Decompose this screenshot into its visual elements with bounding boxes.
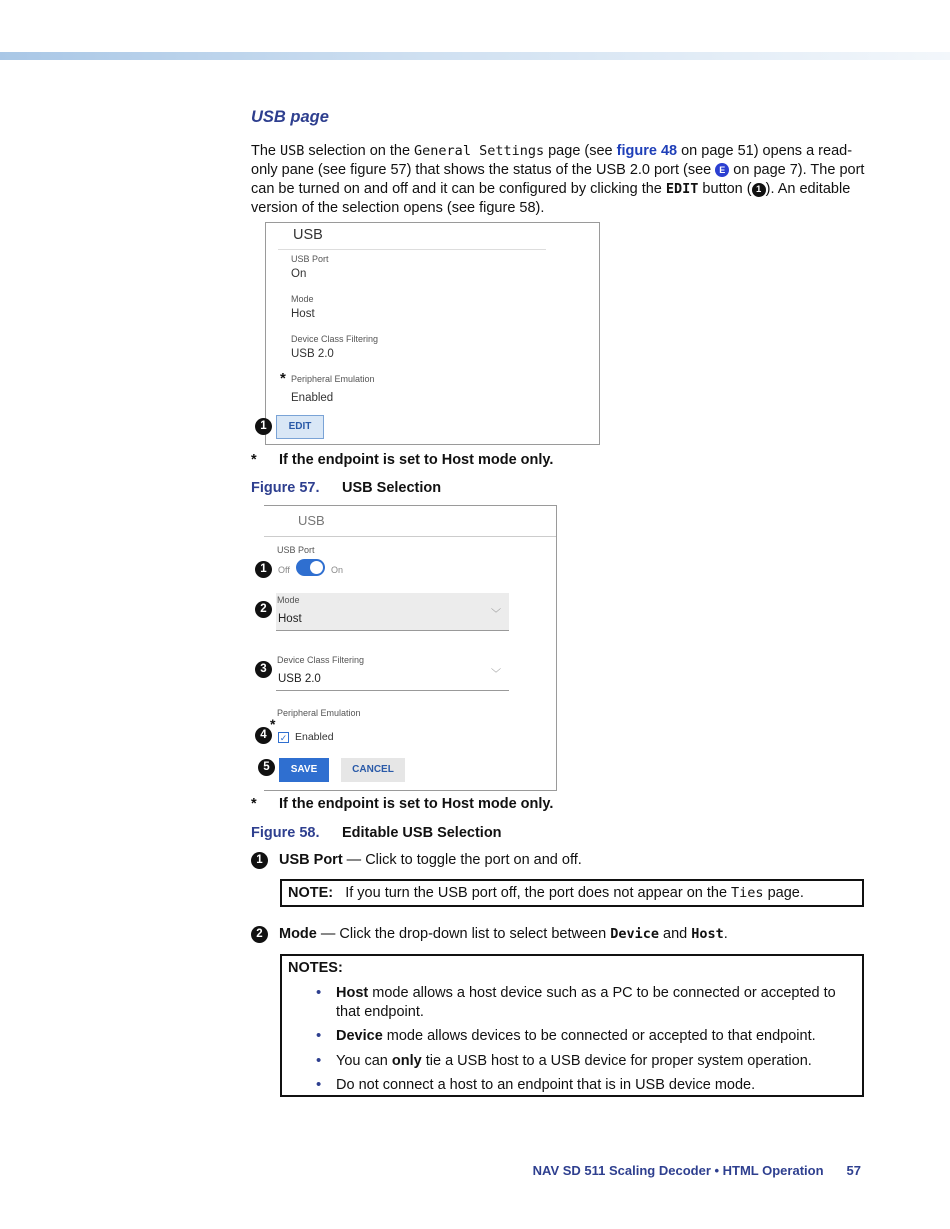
peripheral-emulation-value: Enabled [291,392,334,404]
callout-1: 1 [255,561,272,578]
item-1-text: — Click to toggle the port on and off. [342,852,582,868]
asterisk: * [280,370,286,387]
figure-58-caption: Editable USB Selection [342,825,502,841]
notes-bullet-4 [288,1076,856,1095]
footnote-text: If the endpoint is set to Host mode only. [279,796,554,812]
usb-port-label: USB Port [277,545,315,555]
bold-only: only [391,1052,422,1069]
enabled-label: Enabled [295,731,334,743]
notes-label: NOTES: [288,960,343,976]
item-2-description [279,925,728,944]
callout-1-badge: 1 [752,183,766,197]
intro-text: on page 51) opens a read-only pane (see figure 57) that shows the status of the USB 2.0 port (see [251,143,853,178]
toggle-off-label: Off [278,565,290,575]
device-class-filtering-label: Device Class Filtering [277,655,365,665]
item-1-number: 1 [251,852,268,869]
intro-text: on page 7). The port can be turned on and off and it can be configured by clicking the [251,162,865,197]
divider [278,249,546,250]
chevron-down-icon: ﹀ [491,669,501,680]
callout-4: 4 [255,727,272,744]
intro-code-usb: USB [280,143,305,159]
toggle-knob [310,561,323,574]
note-code-ties: Ties [731,885,764,901]
page-number: 57 [846,1163,861,1178]
callout-3: 3 [255,661,272,678]
mode-value: Host [291,308,315,320]
note-text: If you turn the USB port off, the port does not appear on the [345,885,732,901]
header-gradient-bar [0,52,950,60]
mode-label: Mode [291,294,314,304]
item-1-title: USB Port [279,852,343,868]
note-box [280,879,864,907]
code-host: Host [691,926,724,942]
device-class-filtering-value: USB 2.0 [278,673,321,685]
intro-text: selection on the [304,143,415,159]
bold-device: Device [336,1028,383,1044]
usb-port-label: USB Port [291,254,329,264]
figure-58-number: Figure 58. [251,825,320,841]
item-1-description [279,851,582,870]
notes-bullet-3 [288,1052,856,1071]
footnote-asterisk: * [251,452,257,468]
usb-pane-title: USB [293,227,323,243]
peripheral-emulation-label: Peripheral Emulation [291,374,375,384]
item-2-number: 2 [251,926,268,943]
chevron-down-icon: ﹀ [491,609,501,620]
mode-label: Mode [277,595,300,605]
usb-port-toggle[interactable] [296,559,325,576]
intro-code-general-settings: General Settings [414,143,545,159]
notes-box [280,954,864,1097]
mode-dropdown[interactable] [276,593,509,631]
callout-5: 5 [258,759,275,776]
mode-value: Host [278,613,302,625]
intro-code-edit: EDIT [665,181,699,197]
bullet-text: tie a USB host to a USB device for proper system operation. [421,1052,812,1069]
callout-1: 1 [255,418,272,435]
figure-57-number: Figure 57. [251,480,320,496]
bullet-text: Do not connect a host to an endpoint that is in USB device mode. [336,1077,756,1093]
toggle-on-label: On [331,565,344,575]
asterisk: * [270,716,276,732]
code-device: Device [610,926,659,942]
callout-2: 2 [255,601,272,618]
usb-pane-title: USB [298,513,325,528]
intro-paragraph [251,142,871,218]
figure-57-usb-readonly [265,222,600,445]
intro-text: ). An editable version of the selection opens (see figure 58). [251,181,851,216]
section-title: USB page [251,108,329,126]
enabled-checkbox[interactable]: ✓ [279,733,288,743]
figure-58-usb-editable [264,505,557,791]
item-2-title: Mode [279,926,317,942]
save-button[interactable]: SAVE [279,758,329,782]
item-2-text: . [723,926,728,942]
usb-port-value: On [291,268,307,280]
device-class-filtering-value: USB 2.0 [291,348,334,360]
figure-57-caption: USB Selection [342,480,442,496]
bullet-text: You can [336,1052,392,1069]
figure-48-link[interactable]: figure 48 [616,143,678,159]
item-2-text: and [659,926,692,942]
note-label: NOTE: [288,885,334,901]
intro-text: page (see [544,143,617,159]
divider [264,536,556,537]
footer-title: NAV SD 511 Scaling Decoder • HTML Operation [532,1163,824,1178]
footnote-text: If the endpoint is set to Host mode only. [279,452,554,468]
footnote-asterisk: * [251,796,257,812]
bullet-text: mode allows devices to be connected or accepted to that endpoint. [382,1028,816,1044]
bullet-text: mode allows a host device such as a PC to be connected or accepted to that endpoint. [336,985,836,1020]
cancel-button[interactable]: CANCEL [341,758,405,782]
device-class-filtering-label: Device Class Filtering [291,334,379,344]
notes-bullet-2 [288,1027,856,1046]
callout-e-badge: E [715,163,729,177]
intro-text: The [251,143,281,159]
note-text: page. [763,885,804,901]
page-footer [533,1163,861,1178]
bold-host: Host [336,985,369,1001]
notes-bullet-1 [288,984,856,1021]
edit-button[interactable]: EDIT [276,415,324,439]
intro-text: button ( [698,181,752,197]
device-class-filtering-dropdown[interactable] [276,653,509,691]
item-2-text: — Click the drop-down list to select between [316,926,611,942]
peripheral-emulation-label: Peripheral Emulation [277,708,361,718]
